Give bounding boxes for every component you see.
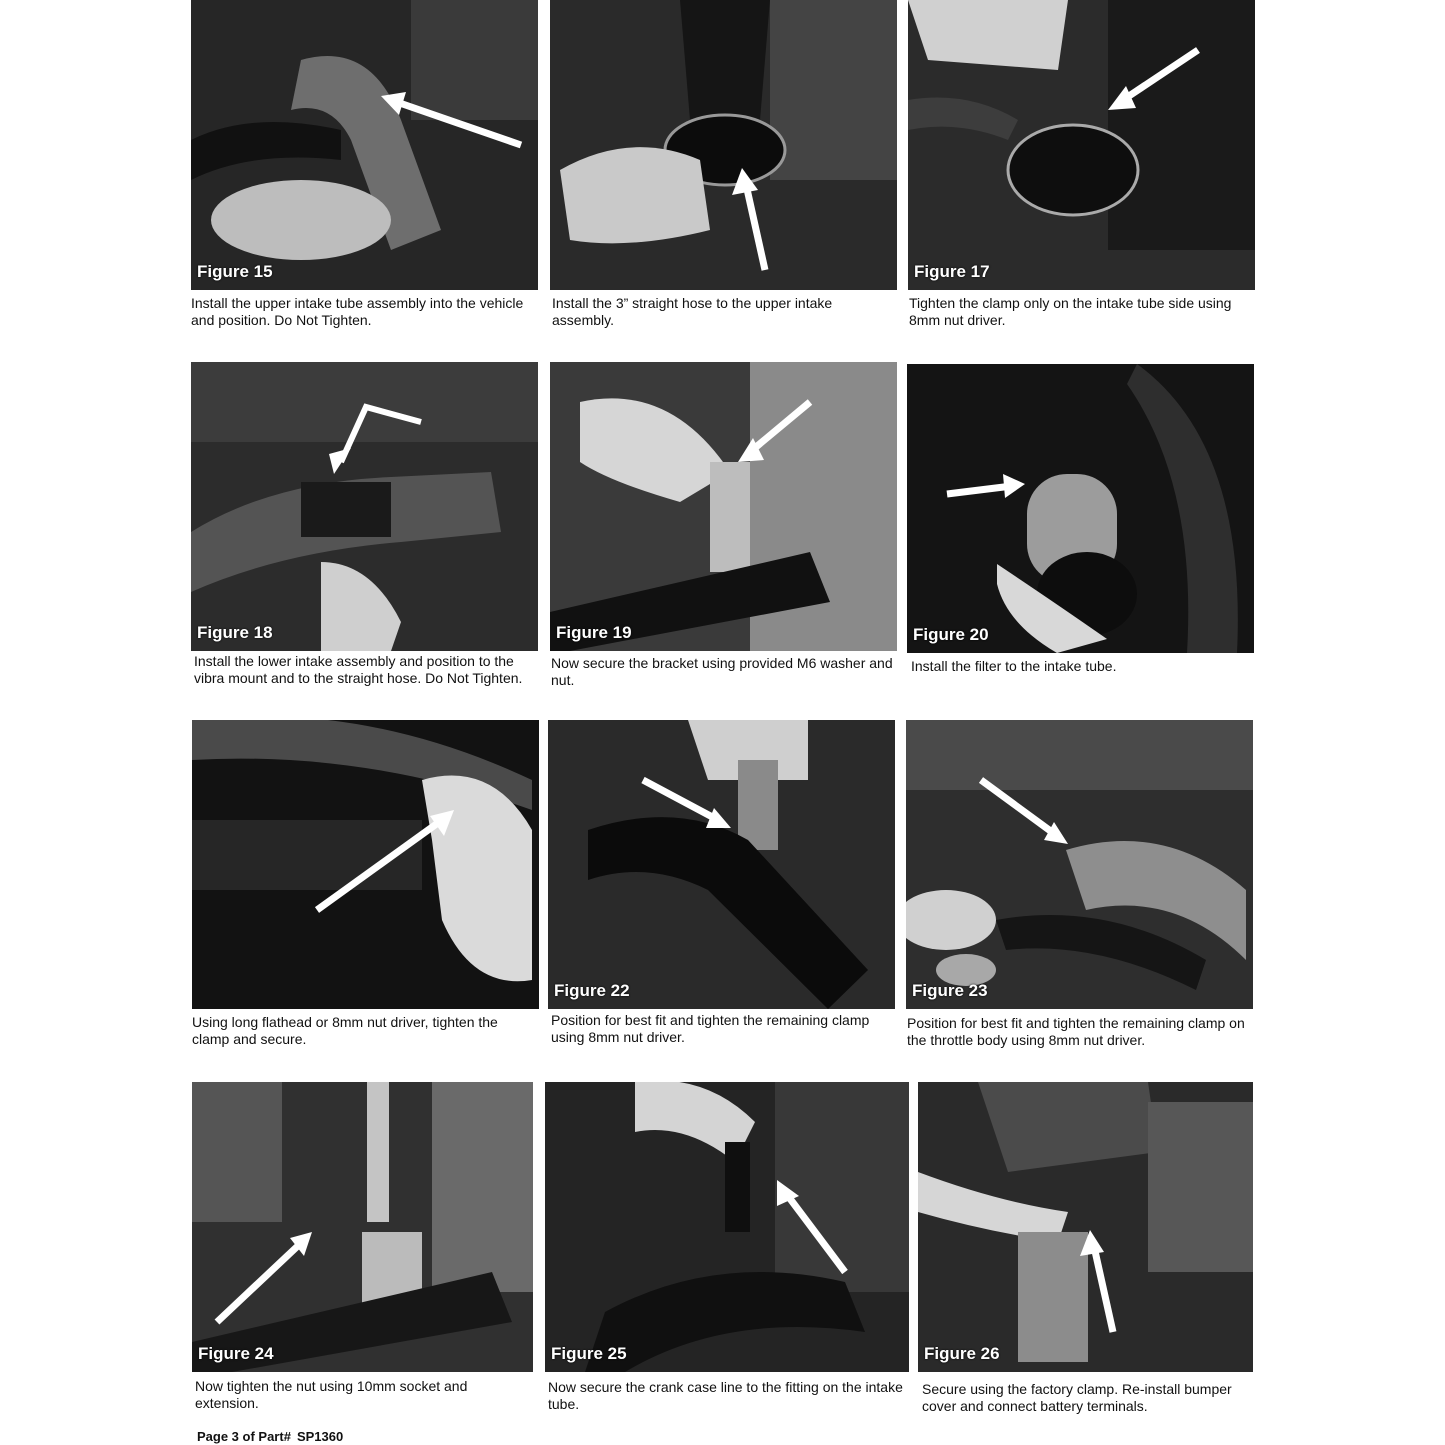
figure-15-photo (191, 0, 538, 290)
figure-label: Figure 22 (554, 981, 630, 1000)
figure-22-photo (548, 720, 895, 1009)
figure-15-caption: Install the upper intake tube assembly into the vehicle and position. Do Not Tighten. (191, 295, 524, 328)
figure-25-caption: Now secure the crank case line to the fitting on the intake tube. (548, 1379, 903, 1412)
engine-photo-illustration (548, 720, 895, 1009)
page-number-text: Page 3 of Part# (197, 1429, 291, 1444)
figure-16-photo (550, 0, 897, 290)
page-footer (197, 1429, 349, 1444)
figure-19-caption: Now secure the bracket using provided M6 washer and nut. (551, 655, 893, 688)
figure-21-photo (192, 720, 539, 1009)
figure-label: Figure 15 (197, 262, 273, 281)
figure-24-photo (192, 1082, 533, 1372)
engine-photo-illustration (907, 364, 1254, 653)
figure-18-caption: Install the lower intake assembly and position to the vibra mount and to the straight hose. Do Not Tighten. (194, 653, 523, 686)
engine-photo-illustration (908, 0, 1255, 290)
figure-label: Figure 18 (197, 623, 273, 642)
engine-photo-illustration (192, 1082, 533, 1372)
engine-photo-illustration (550, 362, 897, 651)
part-number: SP1360 (296, 1429, 344, 1444)
engine-photo-illustration (191, 0, 538, 290)
figure-label: Figure 25 (551, 1344, 627, 1363)
figure-24-caption: Now tighten the nut using 10mm socket and extension. (195, 1378, 468, 1411)
engine-photo-illustration (191, 362, 538, 651)
figure-25-photo (545, 1082, 909, 1372)
engine-photo-illustration (550, 0, 897, 290)
engine-photo-illustration (918, 1082, 1253, 1372)
figure-17-photo (908, 0, 1255, 290)
figure-23-caption: Position for best fit and tighten the remaining clamp on the throttle body using 8mm nut driver. (907, 1015, 1245, 1048)
figure-26-caption: Secure using the factory clamp. Re-install bumper cover and connect battery terminals. (922, 1381, 1232, 1414)
figure-26-photo (918, 1082, 1253, 1372)
figure-label: Figure 24 (198, 1344, 274, 1363)
figure-16-caption: Install the 3” straight hose to the upper intake assembly. (552, 295, 833, 328)
figure-20-caption: Install the filter to the intake tube. (911, 658, 1117, 674)
engine-photo-illustration (545, 1082, 909, 1372)
figure-label: Figure 23 (912, 981, 988, 1000)
figure-label: Figure 19 (556, 623, 632, 642)
figure-18-photo (191, 362, 538, 651)
engine-photo-illustration (192, 720, 539, 1009)
figure-20-photo (907, 364, 1254, 653)
figure-19-photo (550, 362, 897, 651)
figure-23-photo (906, 720, 1253, 1009)
figure-label: Figure 26 (924, 1344, 1000, 1363)
figure-22-caption: Position for best fit and tighten the remaining clamp using 8mm nut driver. (551, 1012, 870, 1045)
engine-photo-illustration (906, 720, 1253, 1009)
figure-21-caption: Using long flathead or 8mm nut driver, tighten the clamp and secure. (192, 1014, 498, 1047)
figure-label: Figure 20 (913, 625, 989, 644)
figure-label: Figure 17 (914, 262, 990, 281)
figure-17-caption: Tighten the clamp only on the intake tube side using 8mm nut driver. (909, 295, 1232, 328)
